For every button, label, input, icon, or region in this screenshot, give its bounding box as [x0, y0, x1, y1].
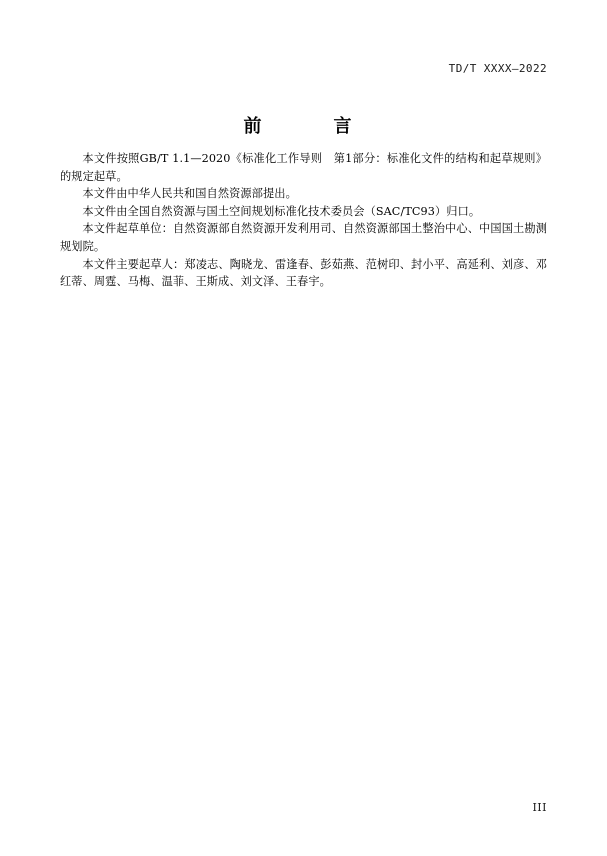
page-number: III — [532, 801, 547, 814]
paragraph: 本文件主要起草人：郑凌志、陶晓龙、雷逢春、彭茹燕、范树印、封小平、高延利、刘彦、邓红蒂、周霆、马梅、温菲、王斯成、刘文泽、王春宇。 — [60, 257, 547, 289]
paragraph: 本文件按照GB/T 1.1—2020《标准化工作导则 第1部分：标准化文件的结构和起草规则》的规定起草。 — [60, 152, 547, 183]
paragraph: 本文件起草单位：自然资源部自然资源开发利用司、自然资源部国土整治中心、中国国土勘测规划院。 — [60, 222, 547, 253]
document-standard-code: TD/T XXXX—2022 — [448, 62, 547, 75]
page-title: 前 言 — [243, 116, 364, 137]
paragraph: 本文件由全国自然资源与国土空间规划标准化技术委员会（SAC/TC93）归口。 — [82, 204, 481, 218]
paragraph: 本文件由中华人民共和国自然资源部提出。 — [82, 187, 297, 201]
foreword-body — [60, 150, 547, 291]
page-content-area — [60, 0, 547, 856]
